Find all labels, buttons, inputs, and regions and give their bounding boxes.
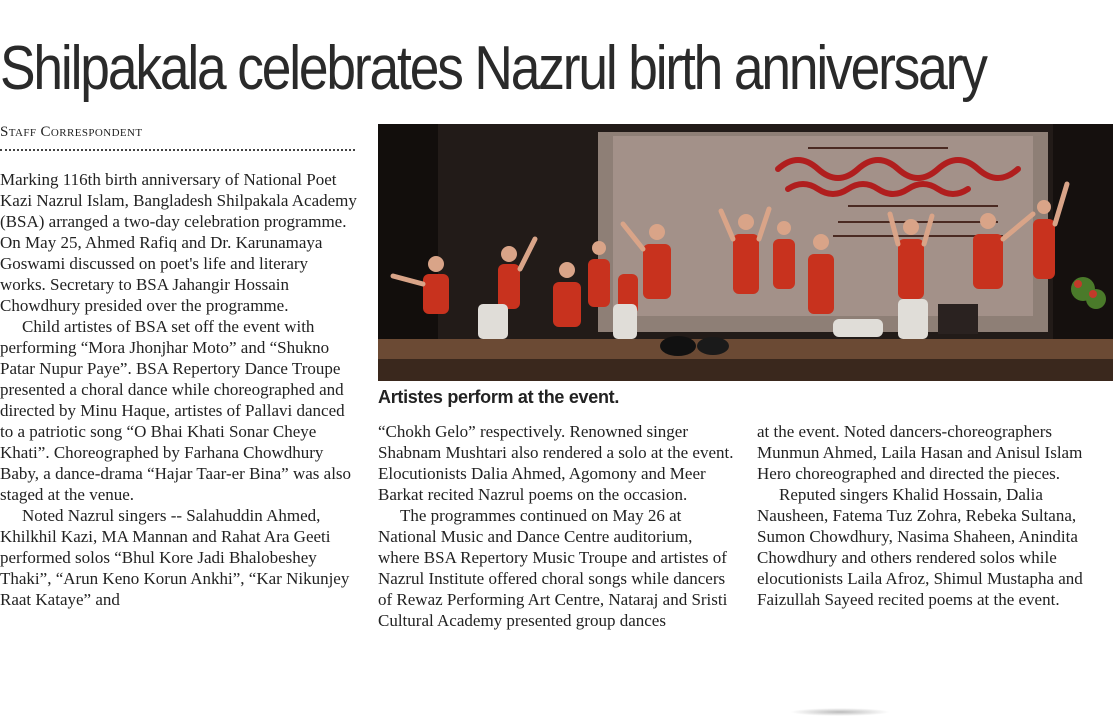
paragraph: The programmes continued on May 26 at National Music and Dance Centre auditorium, where BSA Repertory Music Troupe and artistes of Nazrul Institute offered choral songs while dancers of Rewaz Performing Art Centre, Nataraj and Sristi Cultural Academy presented group dances [378,506,728,630]
paragraph: at the event. Noted dancers-choreographers Munmun Ahmed, Laila Hasan and Anisul Islam Hero choreographed and directed the pieces. [757,422,1083,483]
photo-caption: Artistes perform at the event. [378,387,620,407]
article-column-2 [378,421,738,631]
paragraph: Reputed singers Khalid Hossain, Dalia Nausheen, Fatema Tuz Zohra, Rebeka Sultana, Sumon Chowdhury, Nasima Shaheen, Anindita Chowdhury and others rendered solos while elocutionists Laila Afroz, Shimul Mustapha and Faizullah Sayeed recited poems at the event. [757,485,1083,609]
article-column-3 [757,421,1117,610]
paragraph: Child artistes of BSA set off the event with performing “Mora Jhonjhar Moto” and “Shukno Patar Nupur Paye”. BSA Repertory Dance Troupe presented a choral dance while choreographed and directed by Minu Haque, artistes of Pallavi danced to a patriotic song “O Bhai Khati Sonar Cheye Khati”. Choreographed by Farhana Chowdhury Baby, a dance-drama “Hajar Taar-er Bina” was also staged at the venue. [0,317,352,504]
paragraph: “Chokh Gelo” respectively. Renowned singer Shabnam Mushtari also rendered a solo at the event. Elocutionists Dalia Ahmed, Agomony and Meer Barkat recited Nazrul poems on the occasion. [378,422,734,504]
page-edge-shadow [790,708,890,716]
paragraph: Marking 116th birth anniversary of National Poet Kazi Nazrul Islam, Bangladesh Shilpakala Academy (BSA) arranged a two-day celebration programme. On May 25, Ahmed Rafiq and Dr. Karunamaya Goswami discussed on poet's life and literary works. Secretary to BSA Jahangir Hossain Chowdhury presided over the programme. [0,170,357,315]
byline: Staff Correspondent [0,124,355,151]
article-column-1 [0,169,357,610]
headline: Shilpakala celebrates Nazrul birth anniversary [0,34,986,103]
paragraph: Noted Nazrul singers -- Salahuddin Ahmed, Khilkhil Kazi, MA Mannan and Rahat Ara Geeti performed solos “Bhul Kore Jadi Bhalobeshey Thaki”, “Arun Keno Korun Ankhi”, “Kar Nikunjey Raat Kataye” and [0,506,350,609]
dance-performance-illustration [378,124,1113,381]
stage-photo [378,124,1113,381]
